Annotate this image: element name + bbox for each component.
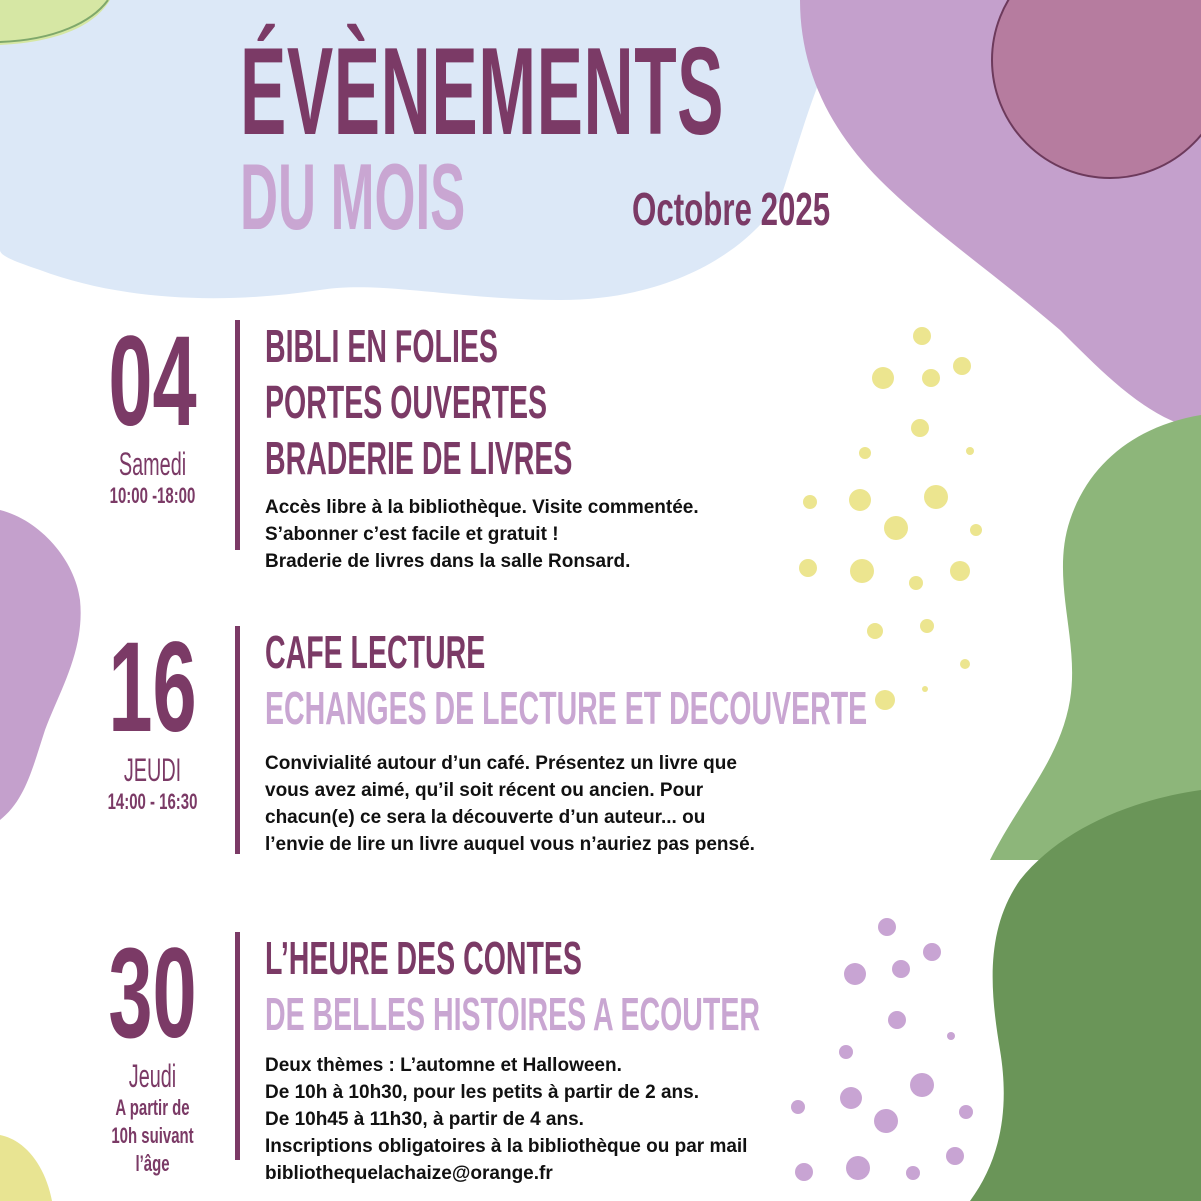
month-label: Octobre 2025 (632, 183, 831, 235)
event-day-number: 30 (108, 922, 197, 1065)
event-divider (235, 932, 240, 1160)
page-title: ÉVÈNEMENTS (240, 23, 725, 161)
event-day-number: 16 (108, 616, 197, 759)
event-subheading: ECHANGES DE LECTURE ET DECOUVERTE (265, 682, 868, 734)
yellow-dots (799, 327, 982, 710)
event-description-line: De 10h45 à 11h30, à partir de 4 ans. (265, 1109, 584, 1130)
event-description-line: Deux thèmes : L’automne et Halloween. (265, 1055, 622, 1076)
event-description-line: vous avez aimé, qu’il soit récent ou ancien. Pour (265, 780, 704, 801)
event-hours: l’âge (135, 1151, 170, 1176)
event-hours: 14:00 - 16:30 (107, 789, 198, 814)
event-date (80, 616, 225, 816)
event-content (265, 624, 868, 858)
event-weekday: JEUDI (123, 752, 182, 788)
event-date (80, 310, 225, 510)
event-heading: CAFE LECTURE (265, 626, 486, 678)
event-content (265, 930, 825, 1187)
event-description-line: S’abonner c’est facile et gratuit ! (265, 524, 559, 545)
event-hours: A partir de (115, 1095, 190, 1120)
event-divider (235, 320, 240, 550)
event-description-line: chacun(e) ce sera la découverte d’un auteur... ou (265, 807, 706, 828)
event-description-line: Accès libre à la bibliothèque. Visite commentée. (265, 497, 699, 518)
event-email[interactable]: bibliothequelachaize@orange.fr (265, 1163, 553, 1184)
event-description-line: l’envie de lire un livre auquel vous n’auriez pas pensé. (265, 834, 755, 855)
event-subheading: DE BELLES HISTOIRES A ECOUTER (265, 988, 760, 1040)
event-divider (235, 626, 240, 854)
event-weekday: Jeudi (128, 1058, 177, 1094)
event-hours: 10:00 -18:00 (109, 483, 196, 508)
page-subtitle: DU MOIS (240, 144, 466, 249)
event-heading: BIBLI EN FOLIES (265, 320, 498, 372)
event-heading: L’HEURE DES CONTES (265, 932, 582, 984)
event-date (80, 922, 225, 1178)
event-description-line: Braderie de livres dans la salle Ronsard. (265, 551, 631, 572)
event-description-line: Convivialité autour d’un café. Présentez un livre que (265, 753, 737, 774)
event-card (0, 922, 820, 1190)
event-description-line: Inscriptions obligatoires à la bibliothèque ou par mail (265, 1136, 748, 1157)
green-light-blob (990, 415, 1201, 860)
event-card (0, 310, 820, 572)
event-hours: 10h suivant (111, 1123, 194, 1148)
event-day-number: 04 (108, 310, 197, 453)
event-heading: PORTES OUVERTES (265, 376, 548, 428)
event-heading: BRADERIE DE LIVRES (265, 432, 573, 484)
event-description-line: De 10h à 10h30, pour les petits à partir de 2 ans. (265, 1082, 700, 1103)
event-card (0, 616, 868, 864)
event-weekday: Samedi (118, 446, 187, 482)
event-content (265, 318, 825, 575)
